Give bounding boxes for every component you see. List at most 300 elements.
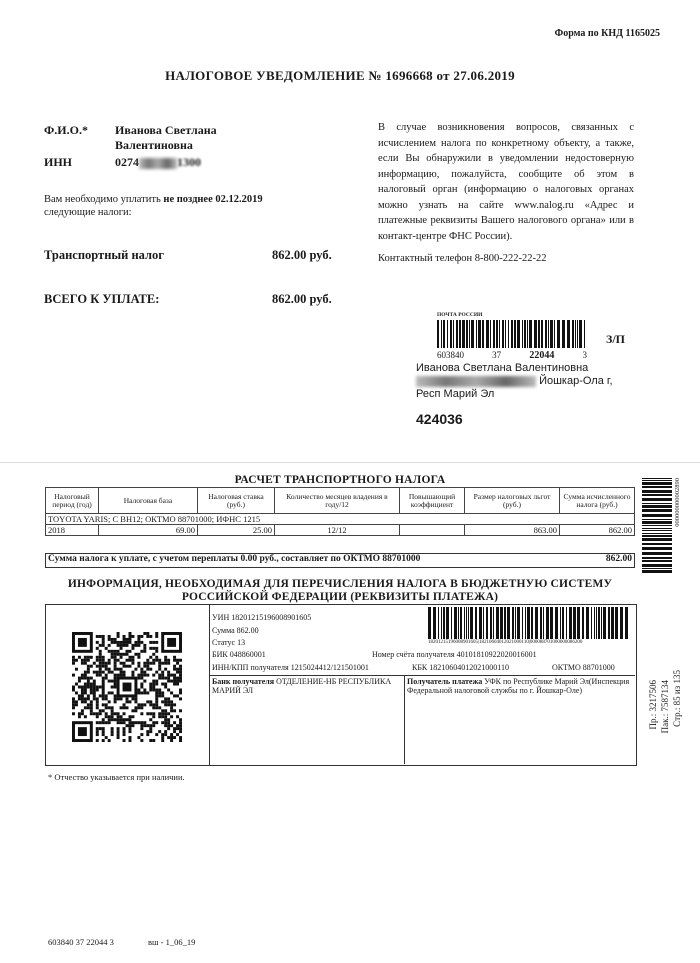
payment-inn-kpp: ИНН/КПП получателя 1215024412/121501001 — [212, 663, 369, 672]
qr-module — [123, 712, 126, 715]
qr-module — [131, 662, 134, 665]
qr-module — [164, 683, 167, 686]
qr-module — [158, 674, 161, 677]
qr-module — [123, 635, 126, 638]
qr-module — [126, 638, 129, 641]
qr-module — [164, 724, 167, 727]
qr-module — [146, 635, 149, 638]
calc-cell-sum: 862.00 — [560, 525, 635, 536]
qr-module — [152, 739, 155, 742]
barcode-bar — [642, 494, 672, 496]
qr-module — [137, 638, 140, 641]
qr-module — [179, 688, 182, 691]
qr-module — [167, 688, 170, 691]
qr-module — [137, 644, 140, 647]
qr-module — [137, 691, 140, 694]
qr-module — [140, 650, 143, 653]
qr-module — [126, 659, 129, 662]
inn-tail: 1300 — [177, 155, 201, 169]
barcode-bar — [642, 521, 672, 524]
qr-module — [102, 694, 105, 697]
qr-module — [105, 647, 108, 650]
qr-module — [87, 680, 90, 683]
qr-module — [164, 712, 167, 715]
qr-module — [164, 686, 167, 689]
qr-module — [155, 647, 158, 650]
qr-module — [78, 715, 81, 718]
qr-finder — [167, 638, 176, 647]
qr-module — [87, 703, 90, 706]
qr-module — [114, 662, 117, 665]
qr-module — [152, 659, 155, 662]
qr-module — [152, 647, 155, 650]
qr-module — [123, 718, 126, 721]
qr-module — [161, 736, 164, 739]
qr-module — [105, 662, 108, 665]
qr-module — [176, 680, 179, 683]
qr-module — [114, 650, 117, 653]
qr-module — [99, 659, 102, 662]
qr-module — [137, 656, 140, 659]
barcode-bar — [555, 607, 558, 639]
fio-line1: Иванова Светлана — [115, 123, 217, 137]
qr-module — [72, 662, 75, 665]
qr-module — [143, 688, 146, 691]
qr-module — [155, 671, 158, 674]
recipient-org: УФК по Республике Марий Эл(Инспекция Федеральной налоговой службы по г. Йошкар-Оле) — [407, 677, 630, 695]
qr-finder — [123, 683, 132, 692]
total-amount: 862.00 руб. — [272, 292, 332, 306]
qr-module — [179, 739, 182, 742]
qr-module — [155, 733, 158, 736]
qr-module — [123, 671, 126, 674]
barcode-bar — [642, 505, 672, 508]
qr-module — [143, 644, 146, 647]
qr-module — [128, 638, 131, 641]
qr-module — [120, 662, 123, 665]
qr-module — [84, 700, 87, 703]
barcode-bar — [522, 607, 523, 639]
calc-header-coef: Повышающий коэффициент — [400, 488, 465, 514]
qr-module — [134, 709, 137, 712]
qr-module — [111, 686, 114, 689]
qr-module — [105, 697, 108, 700]
qr-module — [140, 674, 143, 677]
qr-module — [137, 721, 140, 724]
qr-module — [173, 721, 176, 724]
qr-module — [140, 721, 143, 724]
qr-module — [114, 668, 117, 671]
qr-module — [108, 700, 111, 703]
qr-module — [152, 653, 155, 656]
qr-module — [123, 641, 126, 644]
qr-module — [93, 697, 96, 700]
barcode-bar — [482, 320, 484, 348]
qr-module — [111, 638, 114, 641]
qr-module — [161, 700, 164, 703]
qr-module — [161, 671, 164, 674]
form-code: Форма по КНД 1165025 — [554, 28, 660, 39]
calc-cell-months: 12/12 — [275, 525, 400, 536]
recipient-block — [407, 677, 633, 695]
qr-module — [179, 668, 182, 671]
qr-module — [93, 680, 96, 683]
qr-module — [158, 668, 161, 671]
barcode-bar — [560, 607, 561, 639]
qr-module — [134, 697, 137, 700]
qr-module — [120, 671, 123, 674]
barcode-bar — [511, 320, 513, 348]
qr-module — [123, 653, 126, 656]
barcode-bar — [515, 607, 516, 639]
qr-module — [158, 688, 161, 691]
qr-module — [96, 733, 99, 736]
qr-module — [105, 715, 108, 718]
qr-module — [167, 721, 170, 724]
qr-module — [128, 739, 131, 742]
qr-module — [140, 739, 143, 742]
qr-module — [149, 727, 152, 730]
qr-module — [90, 686, 93, 689]
qr-module — [155, 688, 158, 691]
qr-module — [155, 650, 158, 653]
barcode-bar — [579, 320, 582, 348]
qr-module — [111, 641, 114, 644]
qr-module — [128, 700, 131, 703]
barcode-bar — [642, 560, 672, 562]
qr-module — [149, 662, 152, 665]
barcode-bar — [458, 607, 459, 639]
qr-module — [179, 730, 182, 733]
qr-module — [111, 715, 114, 718]
barcode-bar — [464, 607, 465, 639]
qr-module — [143, 647, 146, 650]
qr-module — [90, 665, 93, 668]
qr-module — [105, 712, 108, 715]
qr-module — [137, 703, 140, 706]
barcode-bar — [524, 320, 526, 348]
qr-module — [149, 703, 152, 706]
barcode-bar — [642, 478, 672, 479]
qr-module — [117, 632, 120, 635]
calc-cell-base: 69.00 — [99, 525, 198, 536]
qr-module — [123, 665, 126, 668]
recipient-label: Получатель платежа — [407, 677, 483, 686]
qr-module — [152, 724, 155, 727]
qr-module — [111, 706, 114, 709]
calc-sum-value: 862.00 — [605, 554, 632, 564]
qr-module — [137, 677, 140, 680]
qr-module — [146, 730, 149, 733]
barcode-bar — [567, 320, 570, 348]
barcode-bar — [466, 607, 467, 639]
zp-mark: З/П — [606, 332, 626, 346]
barcode-bar — [437, 320, 439, 348]
qr-module — [99, 712, 102, 715]
side-barcode — [642, 478, 688, 576]
qr-module — [87, 668, 90, 671]
qr-module — [87, 706, 90, 709]
side-text-2: Пак.: 7587134 — [660, 680, 670, 734]
qr-module — [179, 736, 182, 739]
barcode-bar — [447, 320, 448, 348]
side-vertical-code: 000000000002890 — [674, 478, 681, 527]
payment-kbk: КБК 18210604012021000110 — [412, 663, 509, 672]
qr-module — [155, 721, 158, 724]
barcode-bar — [541, 320, 543, 348]
qr-module — [140, 686, 143, 689]
pay-note-deadline: не позднее 02.12.2019 — [163, 194, 263, 205]
fio-line2: Валентиновна — [115, 138, 193, 152]
qr-module — [123, 730, 126, 733]
qr-module — [96, 674, 99, 677]
payment-divider — [209, 605, 210, 765]
barcode-bar — [642, 528, 672, 529]
qr-module — [72, 688, 75, 691]
calc-header-benefits: Размер налоговых льгот (руб.) — [465, 488, 560, 514]
qr-module — [143, 691, 146, 694]
barcode-bar — [428, 607, 431, 639]
barcode-bar — [545, 320, 547, 348]
barcode-bar — [642, 538, 672, 541]
inn-visible: 0274 — [115, 155, 139, 169]
qr-module — [143, 665, 146, 668]
qr-module — [137, 706, 140, 709]
qr-module — [108, 650, 111, 653]
qr-module — [176, 727, 179, 730]
info-paragraph: В случае возникновения вопросов, связанных с исчислением налога по конкретному объекту, а также, если Вы обнаружили в уведомлении недостоверную информацию, пожалуйста, сообщите об этом в налоговый орган (информацию о налоговых органах можно узнать на сайте www.nalog.ru «Адрес и платежные реквизиты Вашего налогового органа» или в контакт-центре ФНС России). — [378, 122, 634, 242]
barcode-bar — [562, 607, 564, 639]
qr-module — [179, 697, 182, 700]
pay-note-prefix: Вам необходимо уплатить — [44, 194, 161, 205]
qr-module — [164, 718, 167, 721]
qr-module — [126, 724, 129, 727]
qr-module — [164, 656, 167, 659]
qr-module — [143, 671, 146, 674]
barcode-bar — [514, 320, 516, 348]
qr-module — [134, 644, 137, 647]
qr-module — [173, 709, 176, 712]
qr-module — [102, 659, 105, 662]
qr-module — [78, 694, 81, 697]
barcode-bar — [493, 320, 495, 348]
qr-module — [102, 680, 105, 683]
qr-module — [167, 697, 170, 700]
qr-module — [93, 686, 96, 689]
barcode-bar — [562, 320, 565, 348]
qr-module — [96, 641, 99, 644]
qr-module — [131, 715, 134, 718]
qr-module — [99, 665, 102, 668]
qr-module — [128, 736, 131, 739]
qr-module — [87, 656, 90, 659]
barcode-bar — [557, 320, 560, 348]
qr-module — [170, 706, 173, 709]
fio-label: Ф.И.О.* — [44, 123, 88, 137]
qr-module — [155, 680, 158, 683]
transport-tax-label: Транспортный налог — [44, 248, 164, 262]
qr-module — [158, 659, 161, 662]
qr-module — [155, 700, 158, 703]
qr-module — [90, 703, 93, 706]
qr-module — [102, 730, 105, 733]
qr-module — [102, 739, 105, 742]
barcode-bar — [642, 519, 672, 520]
qr-module — [164, 733, 167, 736]
qr-module — [176, 715, 179, 718]
qr-module — [131, 671, 134, 674]
qr-module — [78, 656, 81, 659]
qr-module — [131, 721, 134, 724]
qr-module — [134, 721, 137, 724]
qr-module — [120, 668, 123, 671]
barcode-bar — [625, 607, 628, 639]
barcode-bar — [525, 607, 526, 639]
calc-table — [45, 487, 635, 536]
qr-module — [126, 644, 129, 647]
qr-module — [179, 671, 182, 674]
post-code-d: 3 — [582, 350, 587, 360]
qr-module — [99, 653, 102, 656]
qr-module — [111, 718, 114, 721]
bank-name: ОТДЕЛЕНИЕ-НБ РЕСПУБЛИКА МАРИЙ ЭЛ — [212, 677, 392, 695]
qr-module — [105, 703, 108, 706]
qr-module — [128, 635, 131, 638]
qr-module — [164, 709, 167, 712]
qr-module — [78, 686, 81, 689]
barcode-bar — [479, 607, 482, 639]
payment-bik: БИК 048860001 — [212, 650, 266, 659]
barcode-bar — [456, 320, 458, 348]
qr-module — [93, 712, 96, 715]
qr-module — [75, 700, 78, 703]
qr-module — [128, 641, 131, 644]
barcode-bar — [496, 607, 499, 639]
payment-vline — [404, 675, 405, 764]
calc-header-period: Налоговый период (год) — [46, 488, 99, 514]
qr-module — [140, 671, 143, 674]
qr-module — [126, 700, 129, 703]
qr-module — [149, 700, 152, 703]
qr-module — [155, 635, 158, 638]
calc-title: РАСЧЕТ ТРАНСПОРТНОГО НАЛОГА — [234, 474, 446, 486]
qr-module — [161, 683, 164, 686]
qr-module — [93, 683, 96, 686]
qr-module — [140, 733, 143, 736]
qr-module — [173, 683, 176, 686]
qr-module — [78, 680, 81, 683]
calc-header-rate: Налоговая ставка (руб.) — [198, 488, 275, 514]
qr-module — [99, 674, 102, 677]
qr-module — [179, 674, 182, 677]
qr-module — [111, 653, 114, 656]
qr-module — [84, 662, 87, 665]
barcode-bar — [493, 607, 494, 639]
qr-module — [176, 671, 179, 674]
barcode-bar — [469, 320, 470, 348]
barcode-bar — [642, 568, 672, 569]
qr-module — [78, 697, 81, 700]
barcode-bar — [486, 320, 489, 348]
qr-module — [87, 665, 90, 668]
qr-module — [128, 730, 131, 733]
qr-module — [131, 644, 134, 647]
barcode-bar — [466, 320, 468, 348]
qr-module — [140, 727, 143, 730]
footer-version: вш - 1_06_19 — [148, 937, 196, 947]
qr-module — [152, 683, 155, 686]
qr-module — [155, 641, 158, 644]
qr-module — [114, 718, 117, 721]
qr-module — [114, 683, 117, 686]
qr-module — [84, 656, 87, 659]
qr-module — [72, 674, 75, 677]
qr-module — [158, 694, 161, 697]
qr-module — [102, 703, 105, 706]
qr-module — [96, 688, 99, 691]
qr-module — [84, 706, 87, 709]
qr-module — [72, 659, 75, 662]
qr-module — [155, 659, 158, 662]
qr-module — [108, 721, 111, 724]
qr-module — [167, 659, 170, 662]
qr-module — [155, 697, 158, 700]
qr-module — [158, 691, 161, 694]
barcode-bar — [582, 607, 584, 639]
qr-module — [179, 724, 182, 727]
qr-module — [72, 700, 75, 703]
barcode-bar — [642, 570, 672, 573]
qr-module — [152, 706, 155, 709]
qr-module — [72, 656, 75, 659]
qr-module — [140, 641, 143, 644]
qr-module — [99, 709, 102, 712]
qr-module — [128, 727, 131, 730]
barcode-bar — [531, 607, 533, 639]
qr-module — [161, 709, 164, 712]
calc-vehicle-row — [46, 514, 635, 525]
qr-module — [158, 677, 161, 680]
barcode-bar — [499, 320, 500, 348]
qr-module — [84, 671, 87, 674]
post-header: ПОЧТА РОССИИ — [437, 312, 483, 318]
calc-header-row — [46, 488, 635, 514]
qr-module — [99, 721, 102, 724]
barcode-bar — [438, 607, 439, 639]
qr-module — [96, 715, 99, 718]
qr-module — [161, 662, 164, 665]
qr-module — [126, 706, 129, 709]
qr-module — [152, 680, 155, 683]
qr-module — [152, 703, 155, 706]
qr-module — [164, 703, 167, 706]
qr-module — [173, 665, 176, 668]
qr-module — [102, 656, 105, 659]
qr-module — [128, 715, 131, 718]
qr-module — [149, 718, 152, 721]
qr-module — [111, 671, 114, 674]
qr-module — [128, 724, 131, 727]
barcode-bar — [486, 607, 488, 639]
qr-module — [87, 694, 90, 697]
qr-module — [134, 641, 137, 644]
qr-module — [99, 686, 102, 689]
barcode-bar — [572, 320, 574, 348]
barcode-bar — [508, 320, 509, 348]
barcode-bar — [642, 480, 672, 481]
qr-module — [167, 712, 170, 715]
qr-module — [99, 671, 102, 674]
